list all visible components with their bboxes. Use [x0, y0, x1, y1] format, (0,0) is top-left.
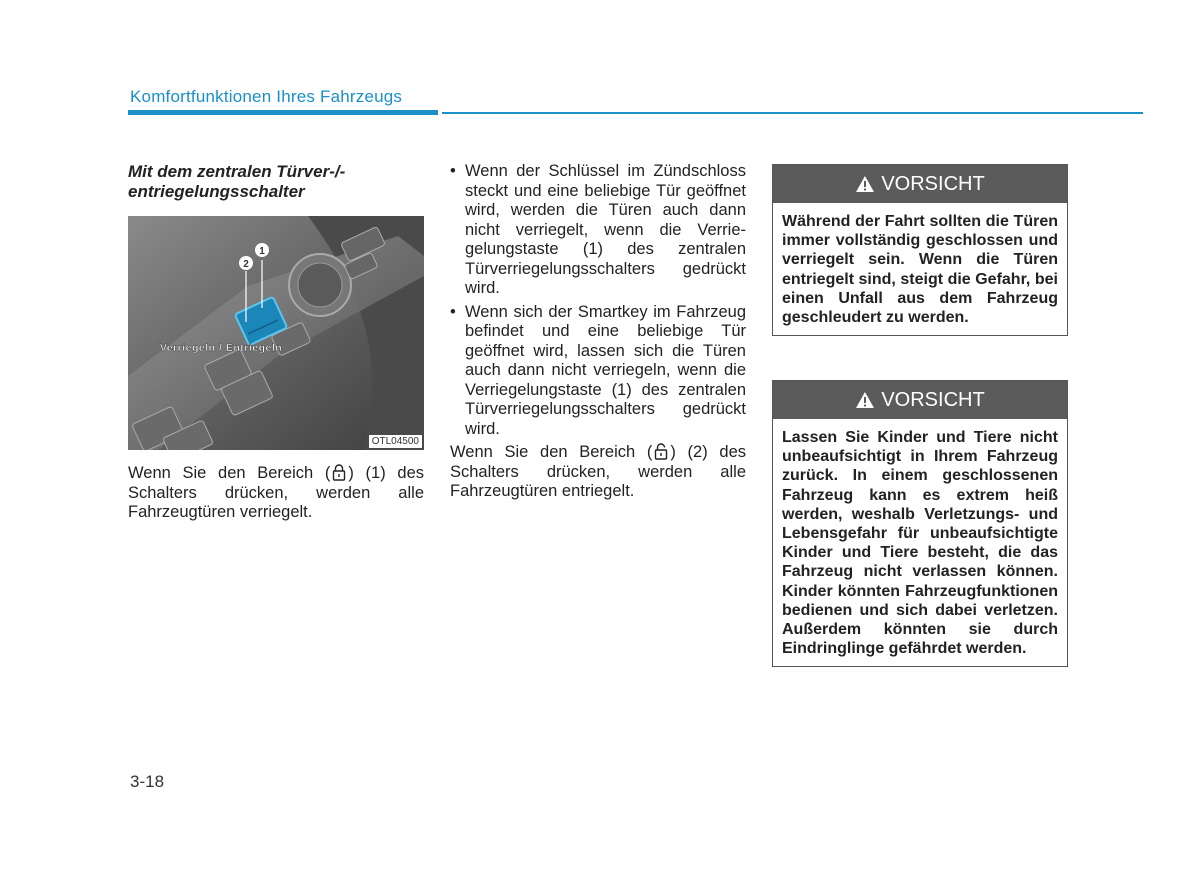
- lock-paragraph-after: ) (1) des Schalters drücken, werden alle Fahrzeugtüren verriegelt.: [128, 464, 424, 521]
- warning-triangle-icon: [855, 175, 875, 193]
- list-item: [450, 162, 746, 299]
- section-title-line1: Mit dem zentralen Türver-/-: [128, 162, 346, 181]
- door-switch-photo: [128, 216, 424, 450]
- page-number: 3-18: [130, 772, 165, 791]
- switch-label: Verriegeln / Entriegeln: [159, 342, 283, 354]
- header-rule-thin: [442, 112, 1143, 114]
- warning-header: [773, 165, 1067, 203]
- page-header-title: Komfortfunktionen Ihres Fahrzeugs: [130, 87, 403, 106]
- column-left: [128, 162, 424, 523]
- bullet-marker: •: [450, 162, 456, 180]
- door-switch-figure: [128, 216, 424, 450]
- section-title-line2: entriegelungsschalter: [128, 182, 305, 201]
- warning-triangle-icon: [855, 391, 875, 409]
- lock-closed-icon: [332, 464, 346, 481]
- column-middle: [450, 162, 746, 502]
- lock-paragraph-before: Wenn Sie den Bereich (: [128, 464, 331, 482]
- bullet-marker: •: [450, 302, 456, 321]
- lock-paragraph: [128, 464, 424, 523]
- bullet-list: [450, 162, 746, 439]
- bullet-text: Wenn sich der Smartkey im Fahrzeug befindet und eine beliebige Tür geöffnet wird, lassen sich die Türen auch dann nicht verriegeln, wenn die Verriegelungstaste (1) des zentralen Türverriegelungsschalters gedrückt wird.: [465, 302, 746, 438]
- figure-code: OTL04500: [369, 435, 422, 448]
- warning-text: Während der Fahrt sollten die Türen immer vollständig geschlossen und verriegelt sein. Wenn die Türen entriegelt sind, steigt die Gefahr, bei einen Unfall aus dem Fahrzeug geschleudert zu werden.: [782, 213, 1058, 327]
- warning-header: [773, 381, 1067, 419]
- warning-title: VORSICHT: [881, 172, 985, 195]
- mirror-control-knob: [289, 254, 351, 316]
- figure-marker-1: 1: [259, 246, 265, 257]
- warning-text: Lassen Sie Kinder und Tiere nicht unbeaufsichtigt in Ihrem Fahrzeug zurück. In einem geschlossenen Fahrzeug kann es extrem heiß werden, weshalb Verletzungs- und Lebensgefahr für unbeaufsichtigte Kinder und Tiere besteht, die das Fahrzeug nicht verlassen können. Kinder könnten Fahrzeugfunktionen bedienen und sich dabei verletzen. Außerdem könnten sie durch Eindringlinge gefährdet werden.: [782, 429, 1058, 658]
- section-title: [128, 162, 424, 202]
- warning-box-1: [772, 164, 1068, 336]
- bullet-text: Wenn der Schlüssel im Zündschloss steckt und eine beliebige Tür geöffnet wird, werden die Türen auch dann nicht verriegelt, wenn die Verriegelungstaste (1) des zentralen Türverriegelungsschalters gedrückt wird.: [465, 162, 746, 297]
- unlock-paragraph: [450, 443, 746, 502]
- unlock-paragraph-after: ) (2) des Schalters drücken, werden alle Fahrzeugtüren entriegelt.: [450, 443, 746, 500]
- warning-box-2: [772, 380, 1068, 667]
- unlock-paragraph-before: Wenn Sie den Bereich (: [450, 443, 653, 461]
- figure-marker-2: 2: [243, 259, 249, 270]
- lock-open-icon: [654, 443, 668, 460]
- warning-title: VORSICHT: [881, 388, 985, 411]
- header-rule-thick: [128, 110, 438, 115]
- list-item: [450, 303, 746, 440]
